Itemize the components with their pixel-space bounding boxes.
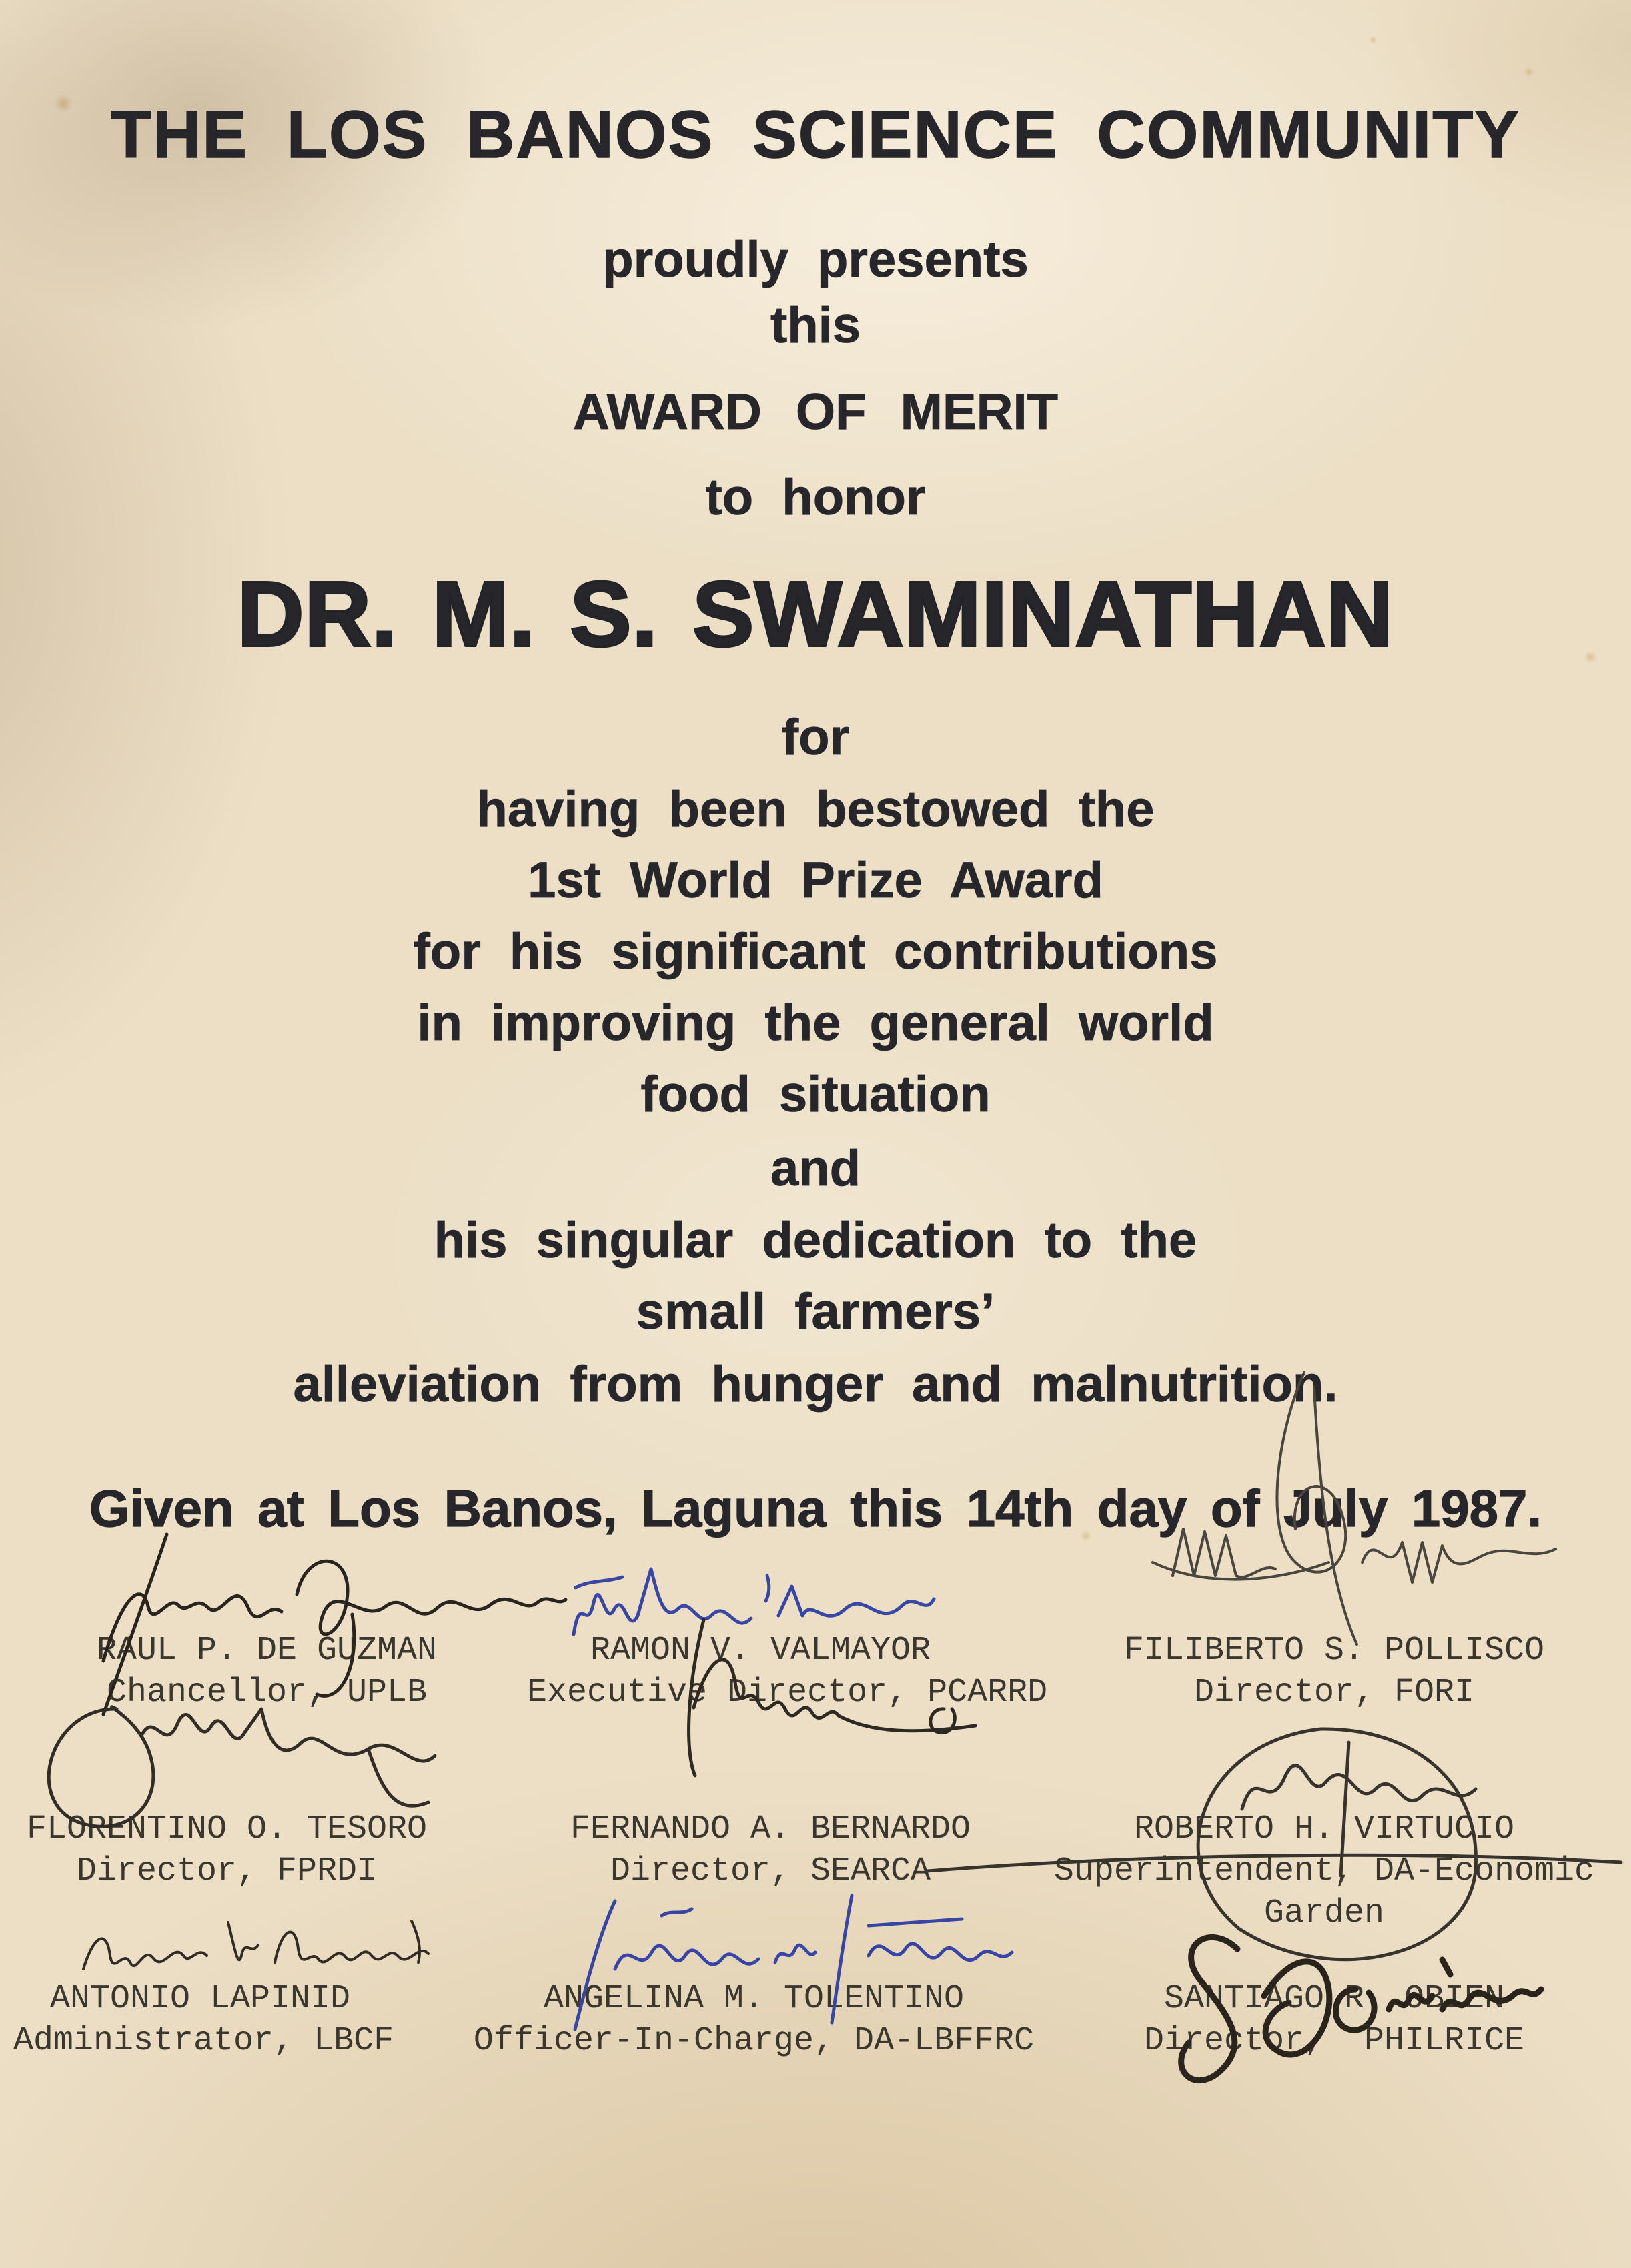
signatory-title: Director, FORI	[1193, 1674, 1475, 1712]
signatory-block-obien	[1094, 1982, 1574, 2058]
signatory-block-pollisco	[1081, 1634, 1588, 1710]
signatory-title: Administrator, LBCF	[13, 2022, 394, 2060]
issuer-title: THE LOS BANOS SCIENCE COMMUNITY	[111, 97, 1520, 172]
citation-line: food situation	[640, 1066, 991, 1123]
signatory-block-virtucio	[1041, 1810, 1608, 1932]
citation-line: for	[781, 709, 850, 766]
citation-line: having been bestowed the	[476, 781, 1155, 838]
signatory-name: SANTIAGO R. OBIEN	[1163, 1980, 1505, 2018]
signatory-name: RAMON V. VALMAYOR	[590, 1632, 931, 1670]
signatory-title-line2: Garden	[1263, 1894, 1385, 1932]
date-line: Given at Los Banos, Laguna this 14th day of July 1987.	[89, 1479, 1542, 1538]
signatory-title: Director, SEARCA	[610, 1852, 931, 1890]
signatory-name: ANGELINA M. TOLENTINO	[543, 1980, 965, 2018]
citation-line: his singular dedication to the	[434, 1212, 1197, 1269]
citation-line: in improving the general world	[417, 995, 1214, 1051]
signatory-title: Officer-In-Charge, DA-LBFFRC	[473, 2022, 1035, 2060]
citation-line: 1st World Prize Award	[528, 852, 1103, 909]
award-title: AWARD OF MERIT	[572, 384, 1059, 440]
signatory-title: Director, PHILRICE	[1143, 2022, 1525, 2060]
signatory-title: Executive Director, PCARRD	[527, 1674, 1048, 1712]
citation-line: alleviation from hunger and malnutrition.	[293, 1356, 1338, 1413]
signatory-title: Director, FPRDI	[76, 1852, 378, 1890]
presentation-line-2: this	[770, 297, 861, 354]
signatory-name: RAUL P. DE GUZMAN	[96, 1632, 438, 1670]
signatory-block-valmayor	[527, 1632, 1048, 1712]
signatory-block-bernardo	[554, 1810, 987, 1890]
signatory-block-tolentino	[467, 1982, 1041, 2058]
signatory-block-de-guzman	[53, 1634, 480, 1710]
signatory-title: Superintendent, DA-Economic	[1053, 1852, 1595, 1890]
presentation-line-1: proudly presents	[602, 231, 1029, 288]
signatory-name: FLORENTINO O. TESORO	[26, 1810, 428, 1848]
signatory-name: FERNANDO A. BERNARDO	[570, 1810, 971, 1848]
citation-line: small farmers’	[636, 1283, 995, 1340]
signatory-block-tesoro	[13, 1810, 440, 1890]
signatory-name: ANTONIO LAPINID	[49, 1980, 351, 2018]
presentation-line-4: to honor	[705, 469, 926, 526]
citation-line: and	[770, 1140, 861, 1197]
recipient-name: DR. M. S. SWAMINATHAN	[237, 563, 1394, 666]
signatory-title: Chancellor, UPLB	[106, 1674, 428, 1712]
citation-line: for his significant contributions	[413, 923, 1218, 980]
signatory-block-lapinid	[13, 1980, 394, 2060]
signatory-name: FILIBERTO S. POLLISCO	[1123, 1632, 1545, 1670]
signatory-name: ROBERTO H. VIRTUCIO	[1133, 1810, 1515, 1848]
